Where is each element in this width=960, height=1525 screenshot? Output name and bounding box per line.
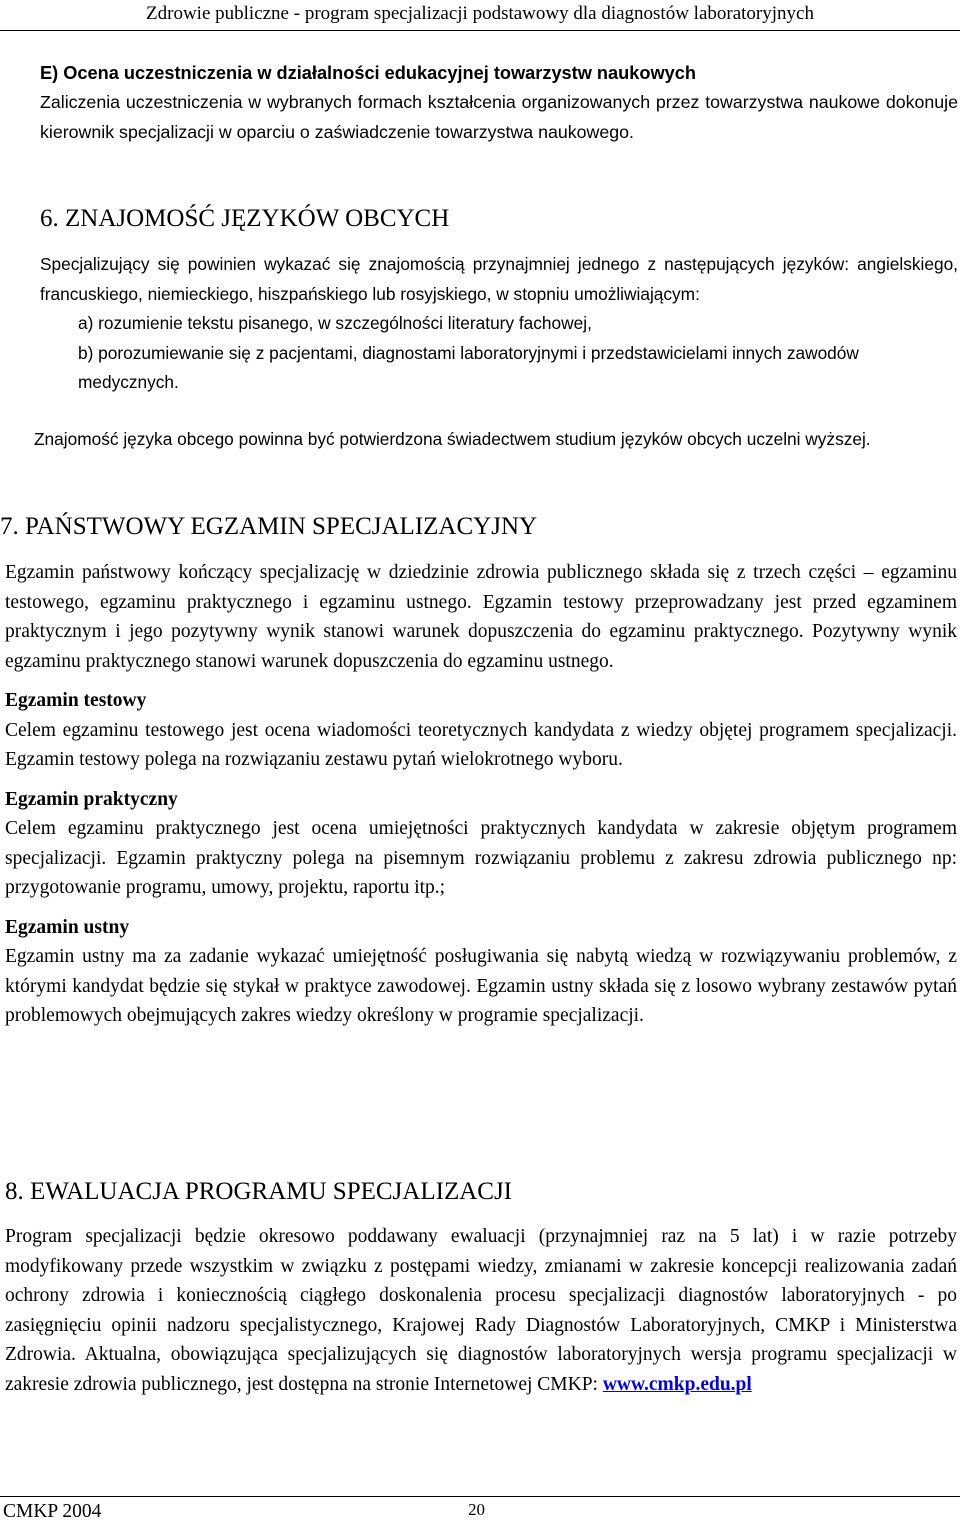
- header-divider: [0, 30, 960, 31]
- section-6: [40, 250, 958, 398]
- section-7-heading: 7. PAŃSTWOWY EGZAMIN SPECJALIZACYJNY: [0, 513, 538, 540]
- subsection-title: Egzamin ustny: [5, 916, 130, 938]
- section-7: [5, 558, 957, 1031]
- section-6-closing: Znajomość języka obcego powinna być potwierdzona świadectwem studium języków obcych uczelni wyższej.: [34, 429, 871, 449]
- list-item: b) porozumiewanie się z pacjentami, diagnostami laboratoryjnymi i przedstawicielami innych zawodów medycznych.: [78, 342, 859, 392]
- subsection-title: Egzamin praktyczny: [5, 788, 178, 810]
- section-8-heading: 8. EWALUACJA PROGRAMU SPECJALIZACJI: [5, 1178, 512, 1205]
- section-e: [40, 58, 958, 147]
- section-e-body: Zaliczenia uczestniczenia w wybranych formach kształcenia organizowanych przez towarzystwa naukowe dokonuje kierownik specjalizacji w oparciu o zaświadczenie towarzystwa naukowego.: [40, 92, 958, 142]
- subsection-body: Celem egzaminu testowego jest ocena wiadomości teoretycznych kandydata z wiedzy objętej programem specjalizacji. Egzamin testowy polega na rozwiązaniu zestawu pytań wielokrotnego wyboru.: [5, 719, 957, 770]
- section-e-heading: E) Ocena uczestniczenia w działalności edukacyjnej towarzystw naukowych: [40, 63, 696, 83]
- footer-publisher: CMKP 2004: [3, 1501, 102, 1522]
- section-8-body: Program specjalizacji będzie okresowo poddawany ewaluacji (przynajmniej raz na 5 lat) i w razie potrzeby modyfikowany przede wszystkim w związku z postępami wiedzy, zmianami w zakresie koncepcji realizowania zadań ochrony zdrowia i koniecznością ciągłego doskonalenia procesu specjalizacji diagnostów laboratoryjnych - po zasięgnięciu opinii nadzoru specjalistycznego, Krajowej Rady Diagnostów Laboratoryjnych, CMKP i Ministerstwa Zdrowia. Aktualna, obowiązująca specjalizujących się diagnostów laboratoryjnych wersja programu specjalizacji w zakresie zdrowia publicznego, jest dostępna na stronie Internetowej CMKP:: [5, 1226, 957, 1395]
- section-6-heading: 6. ZNAJOMOŚĆ JĘZYKÓW OBCYCH: [40, 205, 450, 232]
- section-6-intro: Specjalizujący się powinien wykazać się znajomością przynajmniej jednego z następujących języków: angielskiego, francuskiego, niemieckiego, hiszpańskiego lub rosyjskiego, w stopniu umożliwiającym:: [40, 254, 958, 304]
- footer-divider: [0, 1496, 960, 1497]
- section-8: [5, 1222, 957, 1399]
- subsection-body: Egzamin ustny ma za zadanie wykazać umiejętność posługiwania się nabytą wiedzą w rozwiązywaniu problemów, z którymi kandydat będzie się stykał w praktyce zawodowej. Egzamin ustny składa się z losowo wybrany zestawów pytań problemowych obejmujących zakres wiedzy określony w programie specjalizacji.: [5, 946, 957, 1026]
- language-skills-list: [40, 309, 958, 398]
- page-number: 20: [468, 1500, 485, 1519]
- subsection-title: Egzamin testowy: [5, 690, 147, 711]
- section-7-intro: Egzamin państwowy kończący specjalizację w dziedzinie zdrowia publicznego składa się z trzech części – egzaminu testowego, egzaminu praktycznego i egzaminu ustnego. Egzamin testowy przeprowadzany jest przed egzaminem praktycznym i jego pozytywny wynik stanowi warunek dopuszczenia do egzaminu praktycznego. Pozytywny wynik egzaminu praktycznego stanowi warunek dopuszczenia do egzaminu ustnego.: [5, 562, 957, 672]
- running-header: Zdrowie publiczne - program specjalizacji podstawowy dla diagnostów laboratoryjnych: [146, 3, 814, 24]
- cmkp-website-link[interactable]: www.cmkp.edu.pl: [602, 1373, 752, 1395]
- list-item: a) rozumienie tekstu pisanego, w szczególności literatury fachowej,: [78, 313, 592, 333]
- subsection-body: Celem egzaminu praktycznego jest ocena umiejętności praktycznych kandydata w zakresie objętym programem specjalizacji. Egzamin praktyczny polega na pisemnym rozwiązaniu problemu z zakresu zdrowia publicznego np: przygotowanie programu, umowy, projektu, raportu itp.;: [5, 818, 957, 898]
